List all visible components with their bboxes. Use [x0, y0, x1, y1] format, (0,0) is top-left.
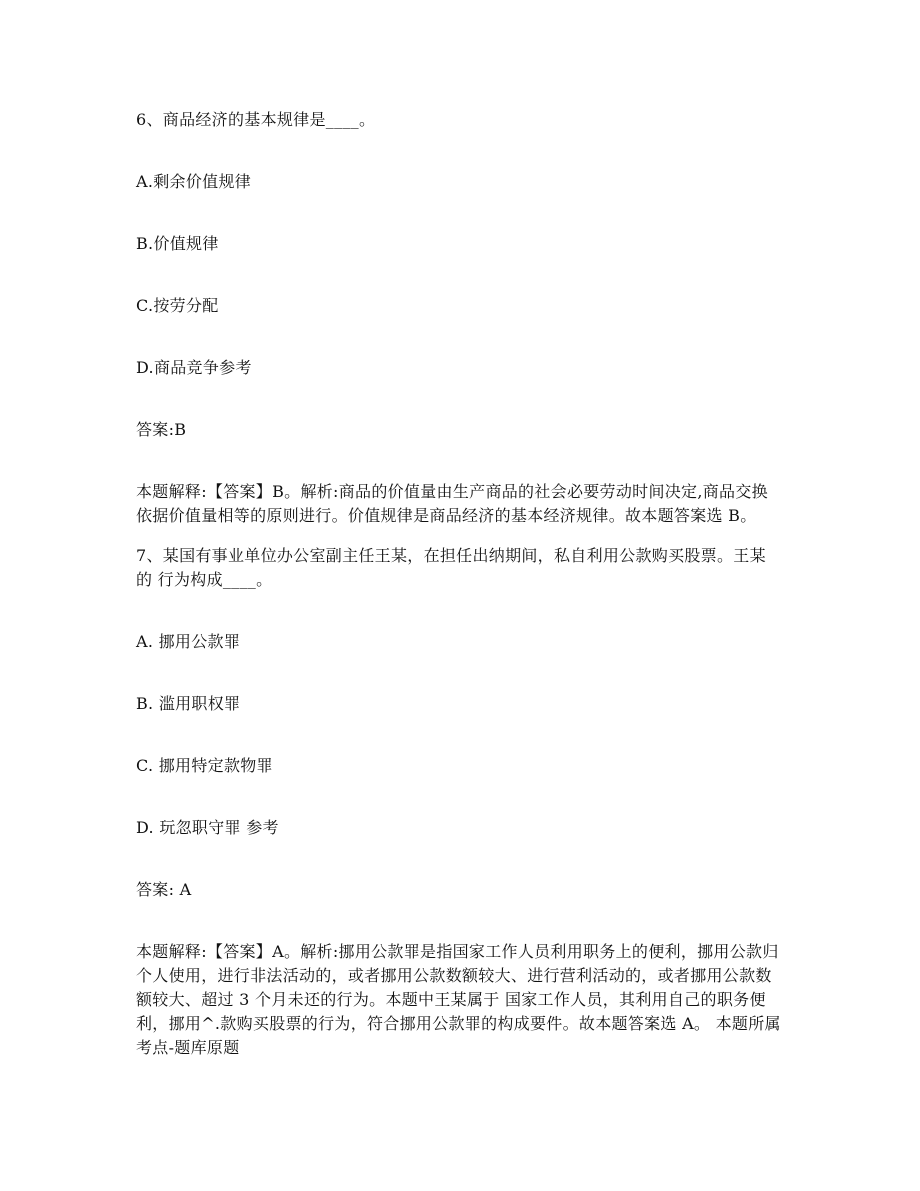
q6-answer: 答案:B	[136, 420, 187, 439]
q7-answer: 答案: A	[136, 880, 192, 899]
q7-explanation-line: 个人使用，进行非法活动的，或者挪用公款数额较大、进行营利活动的，或者挪用公款数	[136, 966, 772, 985]
q6-option-b: B.价值规律	[136, 234, 219, 253]
q7-explanation	[136, 940, 786, 1060]
q7-explanation-line: 利，挪用^.款购买股票的行为，符合挪用公款罪的构成要件。故本题答案选 A。 本题所属	[136, 1014, 781, 1033]
q7-explanation-line: 考点-题库原题	[136, 1038, 240, 1057]
q7-question-line: 的 行为构成____。	[136, 570, 273, 589]
q6-explanation	[136, 480, 786, 528]
question-7-text	[136, 544, 786, 592]
q7-explanation-line: 额较大、超过 3 个月未还的行为。本题中王某属于 国家工作人员，其利用自己的职务便	[136, 990, 766, 1009]
q6-explanation-line: 本题解释:【答案】B。解析:商品的价值量由生产商品的社会必要劳动时间决定,商品交换	[136, 482, 768, 501]
q6-option-d: D.商品竞争参考	[136, 358, 252, 377]
question-6-text: 6、商品经济的基本规律是____。	[136, 110, 376, 129]
q6-explanation-line: 依据价值量相等的原则进行。价值规律是商品经济的基本经济规律。故本题答案选 B。	[136, 506, 757, 525]
q7-question-line: 7、某国有事业单位办公室副主任王某，在担任出纳期间，私自利用公款购买股票。王某	[136, 546, 766, 565]
q7-explanation-line: 本题解释:【答案】A。解析:挪用公款罪是指国家工作人员利用职务上的便利，挪用公款归	[136, 942, 779, 961]
q7-option-c: C. 挪用特定款物罪	[136, 756, 273, 775]
q7-option-d: D. 玩忽职守罪 参考	[136, 818, 279, 837]
q6-option-c: C.按劳分配	[136, 296, 219, 315]
q6-option-a: A.剩余价值规律	[136, 172, 252, 191]
q7-option-a: A. 挪用公款罪	[136, 632, 241, 651]
q7-option-b: B. 滥用职权罪	[136, 694, 241, 713]
